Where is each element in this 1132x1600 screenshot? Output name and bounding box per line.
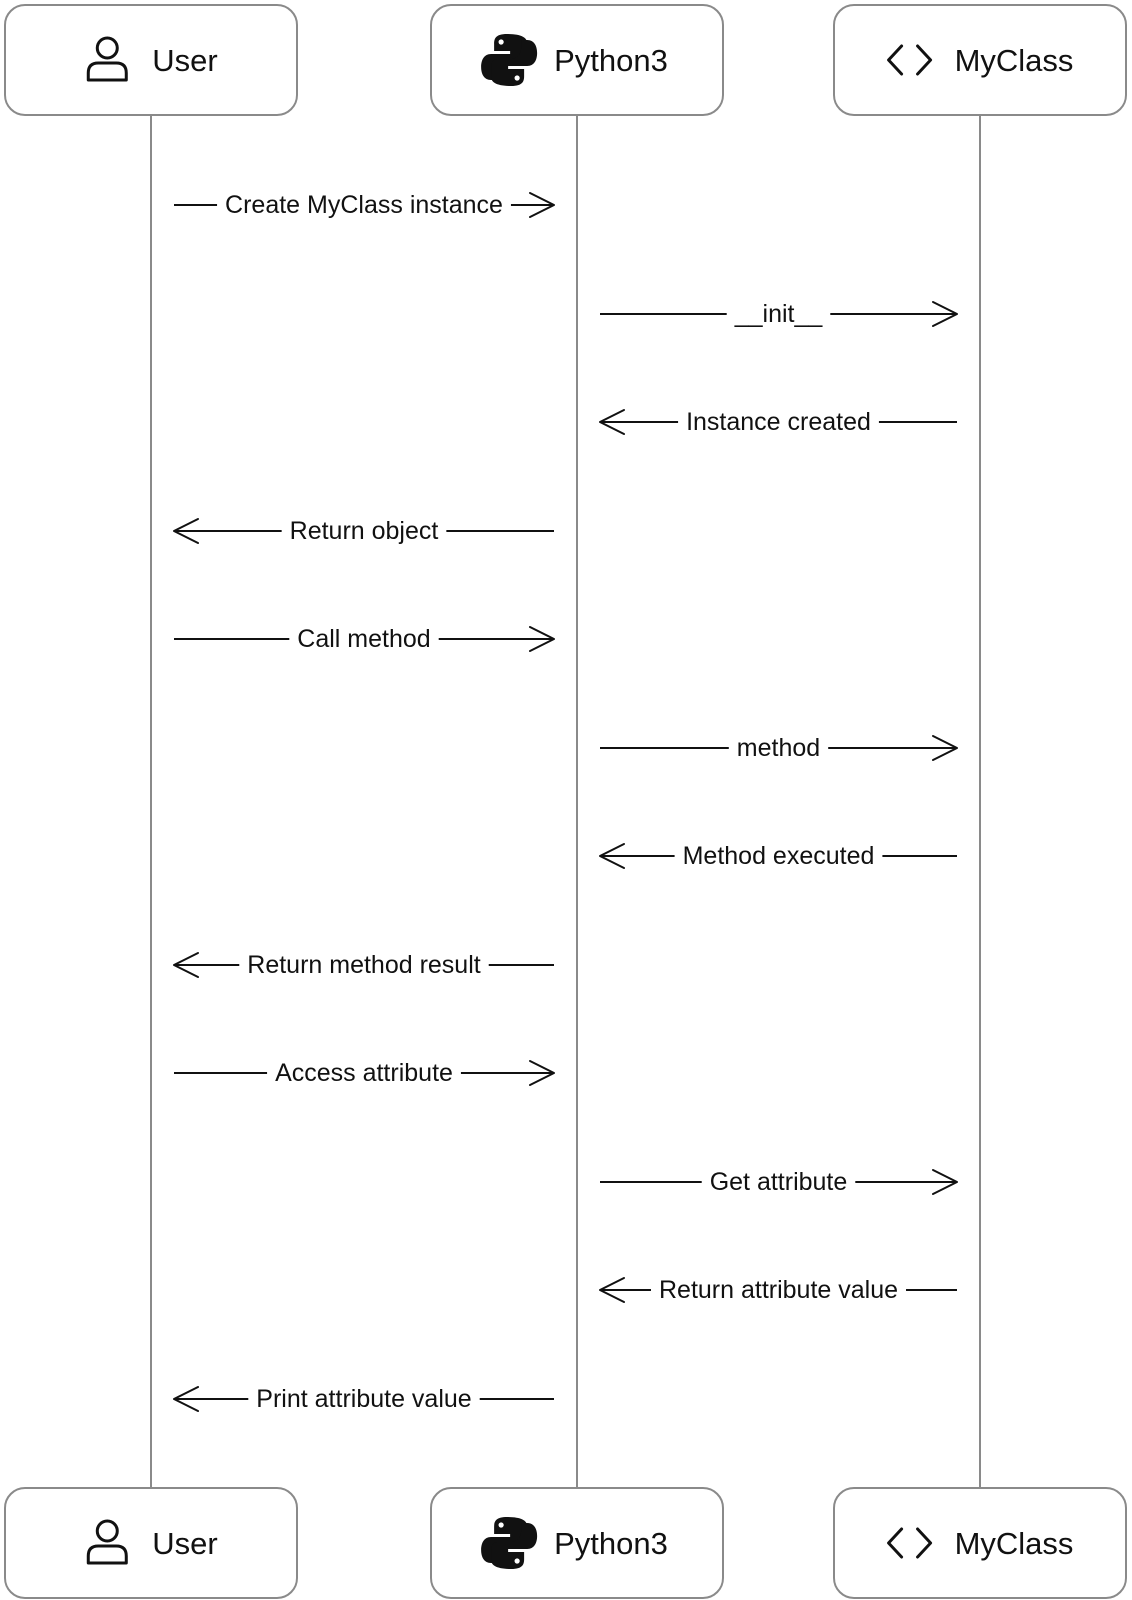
- participant-python-bottom: [431, 1488, 723, 1598]
- message-label: Method executed: [682, 842, 875, 870]
- participant-label: Python3: [554, 43, 668, 78]
- message-label: Return attribute value: [658, 1276, 899, 1304]
- message-label: __init__: [734, 300, 823, 328]
- message-5: [174, 625, 554, 653]
- participant-python-top: [431, 5, 723, 115]
- message-label: Create MyClass instance: [225, 191, 503, 219]
- message-label: Return method result: [247, 951, 481, 979]
- message-11: [600, 1276, 957, 1304]
- message-label: Get attribute: [709, 1168, 848, 1196]
- message-label: Access attribute: [275, 1059, 453, 1087]
- participant-box: [5, 5, 297, 115]
- message-2: [600, 300, 957, 328]
- message-3: [600, 408, 957, 436]
- message-label: method: [736, 734, 821, 762]
- participant-box: [5, 1488, 297, 1598]
- participant-label: MyClass: [954, 43, 1074, 78]
- message-9: [174, 1059, 554, 1087]
- message-12: [174, 1385, 554, 1413]
- message-10: [600, 1168, 957, 1196]
- participant-user-bottom: [5, 1488, 297, 1598]
- participant-label: Python3: [554, 1526, 668, 1561]
- message-label: Print attribute value: [256, 1385, 472, 1413]
- message-7: [600, 842, 957, 870]
- message-1: [174, 191, 554, 219]
- participants: [5, 5, 1126, 1598]
- participant-label: User: [152, 43, 218, 78]
- participant-label: User: [152, 1526, 218, 1561]
- message-4: [174, 517, 554, 545]
- message-6: [600, 734, 957, 762]
- participant-myclass-top: [834, 5, 1126, 115]
- participant-myclass-bottom: [834, 1488, 1126, 1598]
- message-label: Call method: [297, 625, 431, 653]
- participant-user-top: [5, 5, 297, 115]
- participant-label: MyClass: [954, 1526, 1074, 1561]
- messages: [174, 191, 957, 1413]
- message-8: [174, 951, 554, 979]
- message-label: Instance created: [686, 408, 871, 436]
- message-label: Return object: [289, 517, 439, 545]
